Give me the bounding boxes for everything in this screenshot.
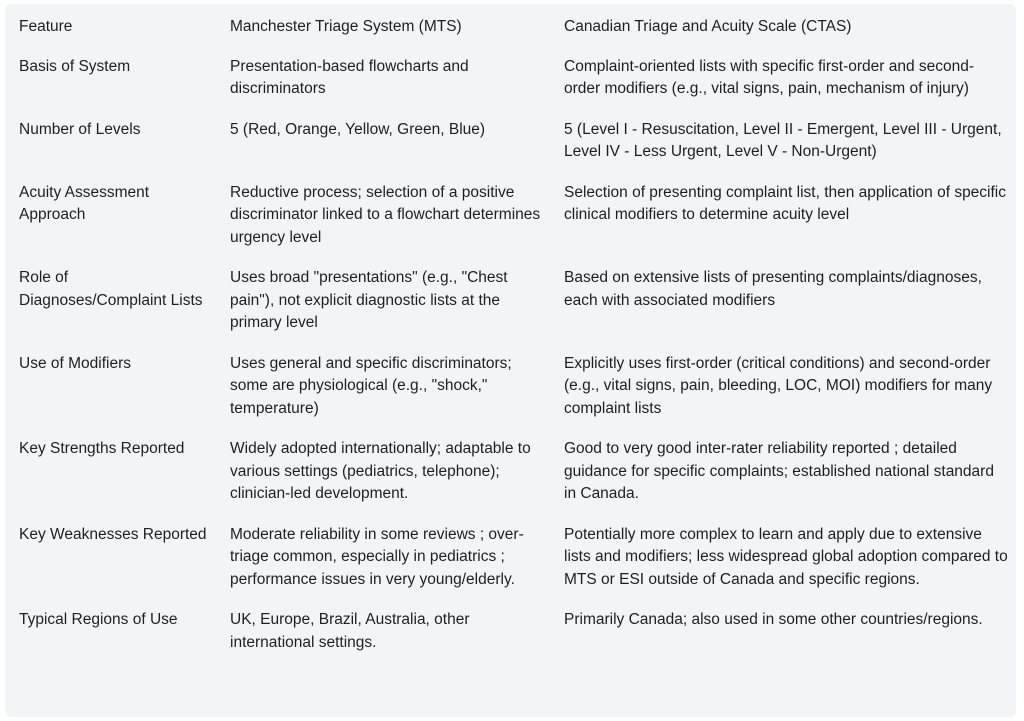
row-ctas-cell: Based on extensive lists of presenting complaints/diagnoses, each with associated modifiers (564, 269, 982, 309)
row-ctas-cell: Good to very good inter-rater reliability reported ; detailed guidance for specific complaints; established national standard in Canada. (564, 440, 994, 502)
row-ctas-cell: 5 (Level I - Resuscitation, Level II - Emergent, Level III - Urgent, Level IV - Less Urgent, Level V - Non-Urgent) (564, 120, 1002, 160)
table-row (5, 438, 1016, 524)
row-mts-cell: Widely adopted internationally; adaptable to various settings (pediatrics, telephone); clinician-led development. (230, 440, 531, 502)
row-mts-cell: 5 (Red, Orange, Yellow, Green, Blue) (230, 120, 486, 138)
header-mts: Manchester Triage System (MTS) (230, 18, 462, 35)
row-ctas-cell: Potentially more complex to learn and apply due to extensive lists and modifiers; less widespread global adoption compared to MTS or ESI outside of Canada and specific regions. (564, 525, 1008, 588)
table-row (5, 56, 1016, 119)
row-mts-cell: Uses broad "presentations" (e.g., "Chest pain"), not explicit diagnostic lists at the primary level (230, 269, 508, 331)
row-feature-cell: Acuity Assessment Approach (19, 183, 150, 223)
row-mts-cell: Uses general and specific discriminators; some are physiological (e.g., "shock," temperature) (230, 354, 512, 417)
row-mts-cell: Moderate reliability in some reviews ; over-triage common, especially in pediatrics ; performance issues in very young/elderly. (230, 525, 524, 588)
table-row (5, 609, 1016, 664)
row-feature-cell: Basis of System (19, 57, 131, 75)
table-row (5, 524, 1016, 610)
row-feature-cell: Use of Modifiers (19, 354, 131, 372)
row-ctas-cell: Selection of presenting complaint list, then application of specific clinical modifiers to determine acuity level (564, 183, 1006, 223)
table-row (5, 119, 1016, 182)
row-ctas-cell: Explicitly uses first-order (critical conditions) and second-order (e.g., vital signs, pain, bleeding, LOC, MOI) modifiers for many complaint lists (564, 354, 993, 417)
comparison-table (5, 4, 1016, 664)
table-row (5, 267, 1016, 353)
row-feature-cell: Typical Regions of Use (19, 611, 178, 628)
table-row (5, 182, 1016, 268)
row-feature-cell: Role of Diagnoses/Complaint Lists (19, 269, 203, 309)
header-ctas: Canadian Triage and Acuity Scale (CTAS) (564, 18, 852, 35)
row-mts-cell: Presentation-based flowcharts and discriminators (230, 57, 469, 97)
comparison-table-container (5, 4, 1016, 717)
table-header-row (5, 4, 1016, 56)
row-feature-cell: Key Weaknesses Reported (19, 525, 207, 543)
row-mts-cell: Reductive process; selection of a positive discriminator linked to a flowchart determines urgency level (230, 183, 541, 246)
header-feature: Feature (19, 18, 73, 35)
row-feature-cell: Number of Levels (19, 120, 141, 138)
table-row (5, 353, 1016, 439)
row-mts-cell: UK, Europe, Brazil, Australia, other international settings. (230, 611, 470, 651)
row-ctas-cell: Primarily Canada; also used in some other countries/regions. (564, 611, 983, 628)
row-feature-cell: Key Strengths Reported (19, 440, 185, 457)
row-ctas-cell: Complaint-oriented lists with specific first-order and second-order modifiers (e.g., vital signs, pain, mechanism of injury) (564, 57, 975, 97)
